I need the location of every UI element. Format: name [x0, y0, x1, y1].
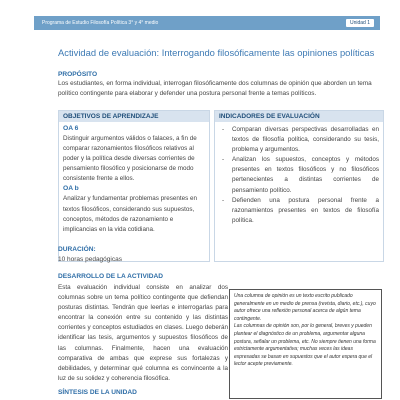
objetivos-heading: OBJETIVOS DE APRENDIZAJE — [59, 111, 209, 122]
duracion-heading: DURACIÓN: — [58, 246, 96, 253]
column-definition-note — [229, 289, 382, 399]
oa-text: Distinguir argumentos válidos o falaces, a fin de comparar razonamientos filosóficos relativos al poder y la política desde diversas corrientes de pensamiento filosófico y posicionarse de modo consistente frente a ellos. — [63, 135, 197, 183]
indicador-item: - Comparan diversas perspectivas desarrolladas en textos de filosofía política, considerando su tesis, problema y argumentos. — [219, 125, 379, 155]
note-paragraph: Las columnas de opinión son, por lo general, breves y pueden plantear el diagnóstico de un problema, argumentar alguna postura, señalar un problema, etc. No siempre tienen una forma estrictamente argumentativa; muchas veces las ideas expresadas se basan en supuestos que el autor espera que el lector acepte previamente. — [234, 323, 376, 368]
oa-text: Analizar y fundamentar problemas presentes en textos filosóficos, considerando sus supuestos, conceptos, métodos de razonamiento e implicancias en la vida cotidiana. — [63, 195, 198, 233]
indicadores-list — [215, 122, 383, 226]
unit-badge: Unidad 1 — [346, 19, 374, 27]
indicadores-heading: INDICADORES DE EVALUACIÓN — [215, 111, 383, 122]
indicador-item: - Defienden una postura personal frente a razonamientos presentes en textos de filosofía política. — [219, 196, 379, 226]
desarrollo-text: Esta evaluación individual consiste en analizar dos columnas sobre un tema político contingente que defiendan posturas distintas. Tendrán que leerlas e interrogarlas para encontrar la conexión entre su contenido y las distintas corrientes y conceptos estudiados en clases. Luego deberán identificar las tesis, argumentos y supuestos filosóficos de las columnas. Finalmente, hacen una evaluación comparativa de ambas que exprese sus fortalezas y debilidades, y determinar qué columna es convincente a la luz de su solidez y coherencia filosófica. — [58, 284, 228, 382]
oa-code: OA b — [63, 185, 79, 193]
duracion-text: 10 horas pedagógicas — [58, 256, 122, 263]
indicador-item: - Analizan los supuestos, conceptos y métodos presentes en textos filosóficos y no filosóficos pertenecientes a distintas corrientes de pensamiento político. — [219, 155, 379, 195]
header-band — [34, 16, 380, 30]
indicadores-box — [214, 110, 384, 262]
oa-code: OA 6 — [63, 125, 79, 132]
sintesis-heading: SÍNTESIS DE LA UNIDAD — [58, 389, 137, 396]
objetivos-box — [58, 110, 210, 262]
desarrollo-heading: DESARROLLO DE LA ACTIVIDAD — [58, 273, 164, 280]
proposito-heading: PROPÓSITO — [58, 71, 98, 78]
page-title: Actividad de evaluación: Interrogando filosóficamente las opiniones políticas — [58, 47, 375, 58]
program-header: Programa de Estudio Filosofía Política 3° y 4° medio — [42, 20, 159, 26]
proposito-text: Los estudiantes, en forma individual, interrogan filosóficamente dos columnas de opinión que aborden un tema político contingente para elaborar y defender una postura personal frente a temas políticos. — [58, 80, 372, 97]
note-paragraph: Una columna de opinión es un texto escrito publicado generalmente en un medio de prensa (revista, diario, etc.), cuyo autor ofrece una reflexión personal acerca de algún tema contingente. — [234, 293, 376, 322]
